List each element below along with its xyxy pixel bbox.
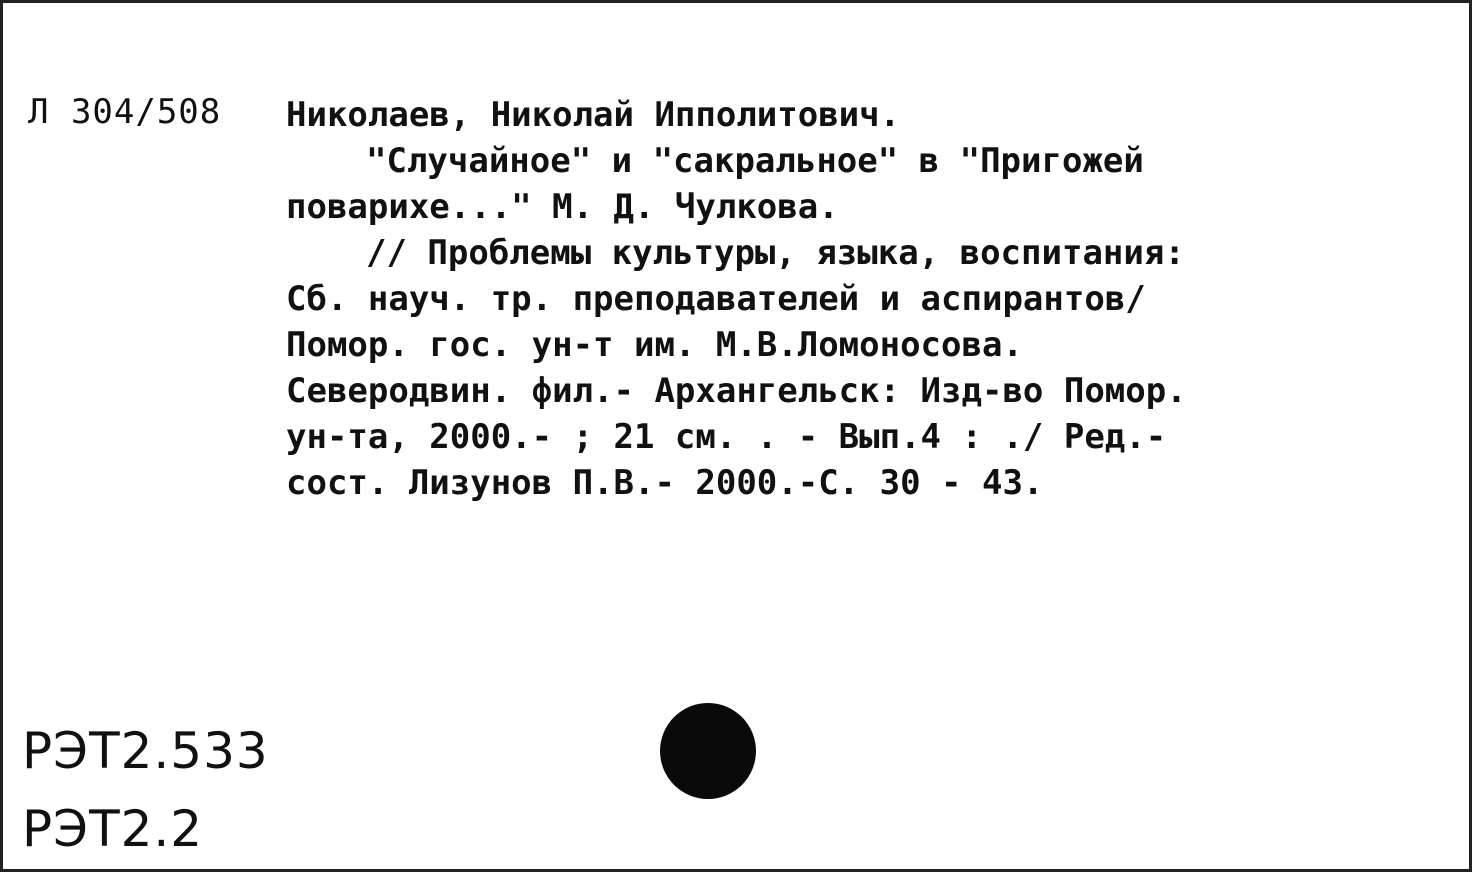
card-border-left <box>0 0 3 872</box>
source-line-3: Помор. гос. ун-т им. М.В.Ломоносова. <box>286 325 1023 365</box>
source-line-5: ун-та, 2000.- ; 21 см. . - Вып.4 : ./ Ред.- <box>286 417 1167 457</box>
punch-hole <box>660 703 756 799</box>
source-line-6: сост. Лизунов П.В.- 2000.-С. 30 - 43. <box>286 463 1044 503</box>
shelf-mark-1: РЭТ2.533 <box>22 722 269 780</box>
title-line-2: поварихе..." М. Д. Чулкова. <box>286 187 839 227</box>
source-line-2: Сб. науч. тр. преподавателей и аспирантов/ <box>286 279 1146 319</box>
call-number: Л 304/508 <box>28 92 222 132</box>
author-line: Николаев, Николай Ипполитович. <box>286 95 901 135</box>
shelf-mark-2: РЭТ2.2 <box>22 800 204 858</box>
card-border-top <box>0 0 1472 3</box>
source-line-4: Северодвин. фил.- Архангельск: Изд-во Помор. <box>286 371 1187 411</box>
title-line-1: "Случайное" и "сакральное" в "Пригожей <box>366 141 1144 181</box>
source-line-1: // Проблемы культуры, языка, воспитания: <box>366 233 1185 273</box>
bibliographic-entry <box>286 92 1376 506</box>
